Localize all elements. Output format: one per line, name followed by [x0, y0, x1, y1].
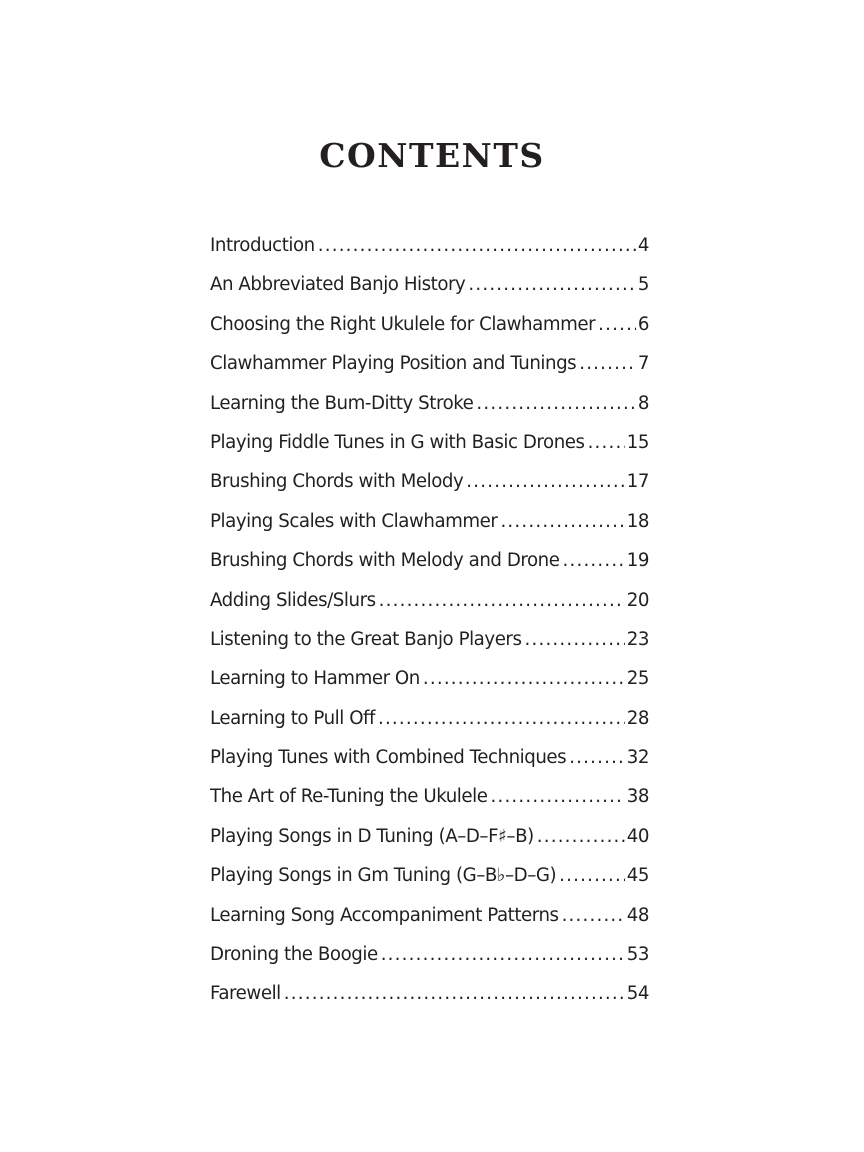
dot-leader [525, 620, 625, 659]
entry-title: Choosing the Right Ukulele for Clawhammer [210, 313, 596, 335]
dot-leader [588, 423, 625, 462]
page-number: 19 [626, 550, 649, 572]
toc-entry [210, 344, 649, 383]
entry-title: Clawhammer Playing Position and Tunings [210, 353, 577, 375]
entry-title: Brushing Chords with Melody and Drone [210, 550, 560, 572]
entry-title: Learning Song Accompaniment Patterns [210, 904, 559, 926]
dot-leader [598, 305, 636, 344]
dot-leader [468, 265, 636, 304]
toc-entry [210, 817, 649, 856]
page-number: 48 [626, 904, 649, 926]
page-title: CONTENTS [319, 136, 545, 175]
entry-title: Listening to the Great Banjo Players [210, 628, 522, 650]
page-number: 40 [626, 825, 649, 847]
toc-entry [210, 541, 649, 580]
page-number: 28 [626, 707, 649, 729]
toc-entry [210, 699, 649, 738]
dot-leader [500, 502, 624, 541]
entry-title: Introduction [210, 235, 315, 256]
dot-leader [378, 699, 625, 738]
toc-entry [210, 502, 649, 541]
dot-leader [537, 817, 625, 856]
entry-title: Brushing Chords with Melody [210, 471, 464, 493]
toc-entry [210, 226, 649, 265]
toc-entry [210, 305, 649, 344]
entry-title: Playing Songs in D Tuning (A–D–F♯–B) [210, 825, 534, 847]
toc-entry [210, 265, 649, 304]
dot-leader [423, 659, 625, 698]
entry-title: Playing Fiddle Tunes in G with Basic Drones [210, 431, 585, 453]
page-number: 53 [626, 944, 649, 966]
page-number: 7 [637, 353, 649, 375]
toc-entry [210, 620, 649, 659]
dot-leader [559, 856, 625, 895]
entry-title: Playing Songs in Gm Tuning (G–B♭–D–G) [210, 865, 557, 887]
dot-leader [562, 896, 625, 935]
page-number: 45 [626, 865, 649, 887]
dot-leader [476, 384, 635, 423]
page-number: 23 [626, 628, 649, 650]
toc-entry [210, 462, 649, 501]
dot-leader [490, 777, 624, 816]
toc-entry [210, 423, 649, 462]
dot-leader [569, 738, 625, 777]
page-number: 17 [626, 471, 649, 493]
entry-title: Learning to Hammer On [210, 668, 420, 690]
page-number: 15 [626, 431, 649, 453]
entry-title: Droning the Boogie [210, 944, 378, 966]
entry-title: Learning to Pull Off [210, 707, 375, 729]
page-number: 32 [626, 747, 649, 769]
dot-leader [284, 974, 625, 1013]
entry-title: Farewell [210, 983, 281, 1005]
toc-entry [210, 384, 649, 423]
dot-leader [381, 935, 625, 974]
entry-title: Learning the Bum-Ditty Stroke [210, 392, 474, 414]
page-number: 38 [626, 786, 649, 808]
dot-leader [579, 344, 636, 383]
page-number: 6 [637, 313, 649, 335]
toc-entry [210, 581, 649, 620]
page-number: 20 [626, 589, 649, 611]
toc-entry [210, 935, 649, 974]
page-number: 54 [626, 983, 649, 1005]
toc-entry [210, 856, 649, 895]
entry-title: Adding Slides/Slurs [210, 589, 376, 611]
toc-entry [210, 896, 649, 935]
page-number: 5 [637, 274, 649, 296]
toc-entry [210, 738, 649, 777]
page-number: 8 [637, 392, 649, 414]
page-number: 4 [637, 235, 649, 256]
page-number: 18 [626, 510, 649, 532]
dot-leader [318, 226, 636, 265]
entry-title: Playing Scales with Clawhammer [210, 510, 498, 532]
toc-entry [210, 974, 649, 1013]
table-of-contents [210, 226, 649, 1014]
page-number: 25 [626, 668, 649, 690]
toc-entry [210, 659, 649, 698]
dot-leader [466, 462, 624, 501]
entry-title: The Art of Re-Tuning the Ukulele [210, 786, 488, 808]
dot-leader [563, 541, 625, 580]
dot-leader [379, 581, 625, 620]
entry-title: Playing Tunes with Combined Techniques [210, 747, 567, 769]
entry-title: An Abbreviated Banjo History [210, 274, 466, 296]
toc-entry [210, 777, 649, 816]
